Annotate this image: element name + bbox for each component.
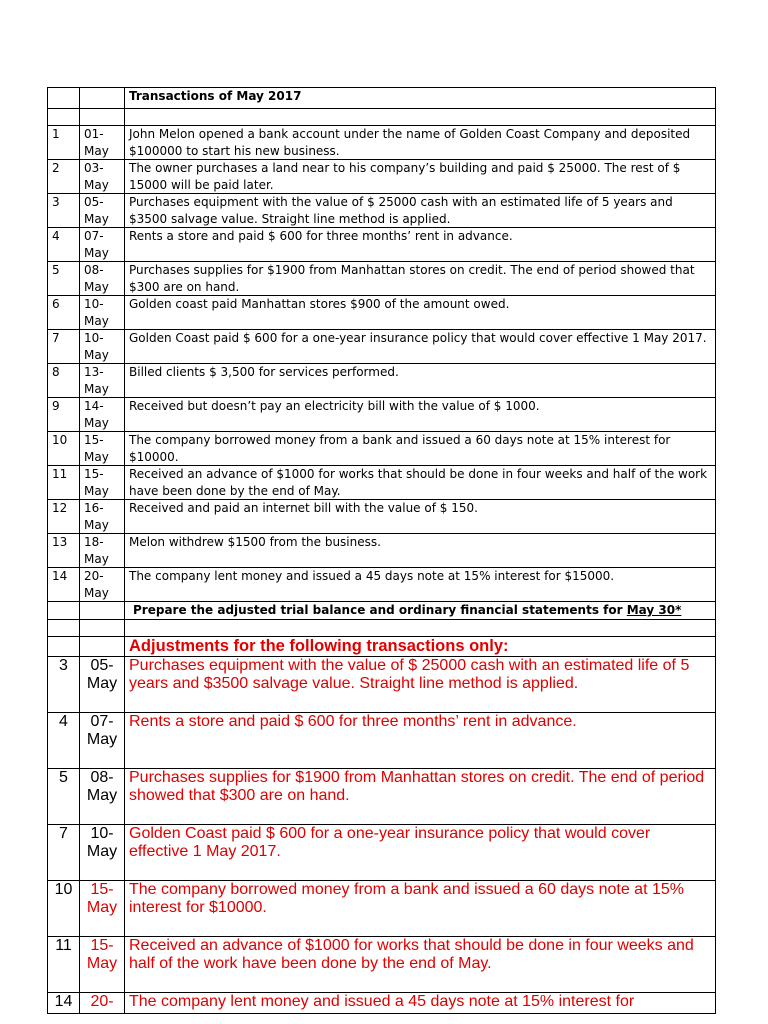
adjustment-date: 15-May <box>80 936 125 992</box>
adjustment-number: 14 <box>48 992 80 1013</box>
transaction-number: 7 <box>48 330 80 364</box>
transaction-date: 13-May <box>80 364 125 398</box>
transaction-number: 12 <box>48 500 80 534</box>
table-row <box>48 500 716 534</box>
transaction-description: Received and paid an internet bill with the value of $ 150. <box>125 500 716 534</box>
adjustment-date: 20- <box>80 992 125 1013</box>
transaction-number: 4 <box>48 228 80 262</box>
adjustment-number: 10 <box>48 880 80 936</box>
adjustment-row <box>48 768 716 824</box>
empty-cell <box>80 109 125 126</box>
transaction-description: John Melon opened a bank account under the name of Golden Coast Company and deposited $100000 to start his new business. <box>125 126 716 160</box>
adjustment-number: 4 <box>48 712 80 768</box>
table-row <box>48 398 716 432</box>
table-row <box>48 466 716 500</box>
empty-cell <box>48 88 80 109</box>
table-row <box>48 296 716 330</box>
transaction-date: 07-May <box>80 228 125 262</box>
transaction-number: 11 <box>48 466 80 500</box>
adjustment-row <box>48 992 716 1013</box>
transaction-description: Rents a store and paid $ 600 for three months’ rent in advance. <box>125 228 716 262</box>
adjustment-number: 7 <box>48 824 80 880</box>
adjustment-row <box>48 936 716 992</box>
adjustment-row <box>48 880 716 936</box>
adjustment-row <box>48 712 716 768</box>
table-row <box>48 160 716 194</box>
transaction-description: The company borrowed money from a bank and issued a 60 days note at 15% interest for $10000. <box>125 432 716 466</box>
table-row <box>48 194 716 228</box>
blank-row <box>48 109 716 126</box>
table-row <box>48 262 716 296</box>
empty-cell <box>80 88 125 109</box>
transaction-number: 2 <box>48 160 80 194</box>
transaction-number: 5 <box>48 262 80 296</box>
transaction-number: 9 <box>48 398 80 432</box>
transaction-description: The owner purchases a land near to his company’s building and paid $ 25000. The rest of $ 15000 will be paid later. <box>125 160 716 194</box>
table-row <box>48 534 716 568</box>
adjustment-date: 07-May <box>80 712 125 768</box>
table-row <box>48 126 716 160</box>
transaction-number: 6 <box>48 296 80 330</box>
adjustment-row <box>48 656 716 712</box>
transaction-date: 05-May <box>80 194 125 228</box>
adjustment-row <box>48 824 716 880</box>
transaction-description: Purchases supplies for $1900 from Manhattan stores on credit. The end of period showed that $300 are on hand. <box>125 262 716 296</box>
adjustment-date: 08-May <box>80 768 125 824</box>
table-title: Transactions of May 2017 <box>125 88 716 109</box>
empty-cell <box>80 602 125 620</box>
transaction-date: 14-May <box>80 398 125 432</box>
table-row <box>48 330 716 364</box>
transaction-date: 10-May <box>80 296 125 330</box>
transaction-number: 13 <box>48 534 80 568</box>
adjustment-description: The company borrowed money from a bank and issued a 60 days note at 15% interest for $10000. <box>125 880 716 936</box>
prepare-text: Prepare the adjusted trial balance and ordinary financial statements for <box>133 603 627 617</box>
adjustment-description: Received an advance of $1000 for works that should be done in four weeks and half of the work have been done by the end of May. <box>125 936 716 992</box>
adjustment-date: 05-May <box>80 656 125 712</box>
empty-cell <box>48 109 80 126</box>
table-row <box>48 228 716 262</box>
transaction-date: 08-May <box>80 262 125 296</box>
adjustments-heading-row <box>48 636 716 656</box>
empty-cell <box>80 636 125 656</box>
empty-cell <box>125 109 716 126</box>
empty-cell <box>125 619 716 636</box>
transaction-number: 10 <box>48 432 80 466</box>
empty-cell <box>48 602 80 620</box>
transaction-description: Received but doesn’t pay an electricity bill with the value of $ 1000. <box>125 398 716 432</box>
empty-cell <box>80 619 125 636</box>
empty-cell <box>48 636 80 656</box>
transaction-date: 20-May <box>80 568 125 602</box>
adjustment-description: Golden Coast paid $ 600 for a one-year insurance policy that would cover effective 1 May 2017. <box>125 824 716 880</box>
adjustment-date: 15-May <box>80 880 125 936</box>
transaction-description: Golden Coast paid $ 600 for a one-year insurance policy that would cover effective 1 May 2017. <box>125 330 716 364</box>
transaction-date: 01-May <box>80 126 125 160</box>
transaction-date: 10-May <box>80 330 125 364</box>
blank-row <box>48 619 716 636</box>
transaction-description: Billed clients $ 3,500 for services performed. <box>125 364 716 398</box>
transaction-number: 3 <box>48 194 80 228</box>
transaction-number: 1 <box>48 126 80 160</box>
transaction-description: Golden coast paid Manhattan stores $900 of the amount owed. <box>125 296 716 330</box>
transaction-date: 16-May <box>80 500 125 534</box>
adjustment-description: Purchases equipment with the value of $ 25000 cash with an estimated life of 5 years and $3500 salvage value. Straight line method is applied. <box>125 656 716 712</box>
transaction-number: 8 <box>48 364 80 398</box>
title-row <box>48 88 716 109</box>
prepare-row <box>48 602 716 620</box>
transaction-description: The company lent money and issued a 45 days note at 15% interest for $15000. <box>125 568 716 602</box>
transaction-description: Received an advance of $1000 for works that should be done in four weeks and half of the work have been done by the end of May. <box>125 466 716 500</box>
adjustment-number: 11 <box>48 936 80 992</box>
adjustment-number: 3 <box>48 656 80 712</box>
transaction-number: 14 <box>48 568 80 602</box>
adjustment-description: Rents a store and paid $ 600 for three months’ rent in advance. <box>125 712 716 768</box>
empty-cell <box>48 619 80 636</box>
table-row <box>48 568 716 602</box>
prepare-date: May 30* <box>626 603 682 617</box>
adjustment-description: The company lent money and issued a 45 days note at 15% interest for <box>125 992 716 1013</box>
transactions-table <box>47 87 716 1014</box>
adjustment-number: 5 <box>48 768 80 824</box>
transaction-date: 15-May <box>80 466 125 500</box>
table-row <box>48 364 716 398</box>
table-row <box>48 432 716 466</box>
transaction-date: 03-May <box>80 160 125 194</box>
adjustments-title: Adjustments for the following transactions only: <box>125 636 716 656</box>
transaction-description: Melon withdrew $1500 from the business. <box>125 534 716 568</box>
transaction-date: 15-May <box>80 432 125 466</box>
adjustment-description: Purchases supplies for $1900 from Manhattan stores on credit. The end of period showed that $300 are on hand. <box>125 768 716 824</box>
adjustment-date: 10-May <box>80 824 125 880</box>
prepare-instruction <box>125 602 716 620</box>
transaction-date: 18-May <box>80 534 125 568</box>
transaction-description: Purchases equipment with the value of $ 25000 cash with an estimated life of 5 years and $3500 salvage value. Straight line method is applied. <box>125 194 716 228</box>
